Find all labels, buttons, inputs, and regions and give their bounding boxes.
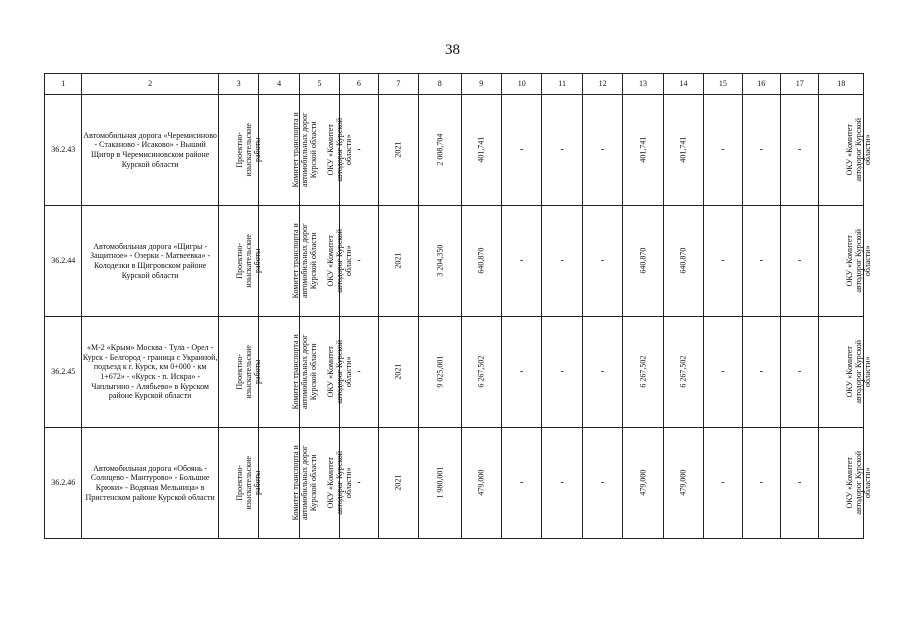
col10-value: - <box>520 477 524 488</box>
executor: ОКУ «Комитет автодорог Курской области» <box>326 450 354 515</box>
customer: Комитет транспорта и автомобильных дорог Курской области <box>291 445 319 521</box>
object-name: Автомобильная дорога «Обоянь - Солнцево - Мантурово» - Большие Крюки» - Водяная Мельница» в Пристенском районе Курской области <box>82 428 219 539</box>
column-header: 8 <box>419 74 461 95</box>
responsible: ОКУ «Комитет автодорог Курской области» <box>845 117 874 182</box>
executor: ОКУ «Комитет автодорог Курской области» <box>326 117 354 182</box>
col9-cell <box>461 428 501 539</box>
responsible: ОКУ «Комитет автодорог Курской области» <box>845 228 874 293</box>
column-header: 10 <box>501 74 541 95</box>
col16-cell <box>742 428 780 539</box>
year-cell <box>378 428 418 539</box>
col11-cell <box>542 206 582 317</box>
object-code: 36.2.44 <box>45 206 82 317</box>
customer-cell <box>259 95 319 206</box>
col13-cell <box>623 95 663 206</box>
registry-table <box>44 73 874 539</box>
column-header: 1 <box>45 74 82 95</box>
col12-value: - <box>600 144 605 155</box>
col9-cell <box>461 317 501 428</box>
year-cell <box>378 317 418 428</box>
total-cell <box>419 206 461 317</box>
col6-value: - <box>357 366 361 377</box>
customer-cell <box>259 428 319 539</box>
col14-cell <box>663 95 703 206</box>
col16-value: - <box>759 366 763 377</box>
responsible-cell <box>819 317 874 428</box>
total-cell <box>419 428 461 539</box>
col9-value: 479,000 <box>476 469 486 496</box>
col9-value: 6 267,502 <box>476 355 486 388</box>
table-row <box>45 428 864 539</box>
table-row <box>45 317 864 428</box>
work-type: Проектно-изыскательские работы <box>235 123 263 177</box>
col12-value: - <box>600 255 605 266</box>
col13-cell <box>623 206 663 317</box>
object-name: Автомобильная дорога «Щигры - Защитное» - Озерки - Матвеевка» - Колодезки в Щигровском районе Курской области <box>82 206 219 317</box>
col17-cell <box>781 95 819 206</box>
year-cell <box>378 95 418 206</box>
col17-value: - <box>798 144 802 155</box>
col12-value: - <box>600 366 605 377</box>
col9-cell <box>461 206 501 317</box>
year-value: 2021 <box>393 252 403 269</box>
responsible-cell <box>819 206 874 317</box>
object-name: Автомобильная дорога «Черемисиново - Стаканово - Исаково» - Выший Щигор в Черемисиновском районе Курской области <box>82 95 219 206</box>
page-number: 38 <box>445 42 460 58</box>
total-value: 1 980,001 <box>435 466 445 499</box>
executor: ОКУ «Комитет автодорог Курской области» <box>326 339 354 404</box>
col11-cell <box>542 317 582 428</box>
col12-cell <box>582 317 622 428</box>
col13-value: 479,000 <box>638 469 648 496</box>
column-header: 12 <box>582 74 622 95</box>
col15-cell <box>704 317 742 428</box>
column-header: 11 <box>542 74 582 95</box>
column-header: 17 <box>781 74 819 95</box>
work-type-cell <box>218 428 263 539</box>
col11-value: - <box>560 366 564 377</box>
column-header: 2 <box>82 74 219 95</box>
col16-value: - <box>759 144 763 155</box>
col9-value: 640,870 <box>476 247 486 274</box>
col15-value: - <box>721 255 725 266</box>
column-header: 13 <box>623 74 663 95</box>
col17-cell <box>781 317 819 428</box>
responsible-cell <box>819 428 874 539</box>
col10-value: - <box>520 255 524 266</box>
col15-cell <box>704 428 742 539</box>
col12-cell <box>582 95 622 206</box>
col9-cell <box>461 95 501 206</box>
total-value: 9 025,001 <box>435 355 445 388</box>
col10-value: - <box>520 144 524 155</box>
col17-value: - <box>798 477 802 488</box>
column-header: 4 <box>259 74 299 95</box>
total-value: 2 008,704 <box>435 133 445 166</box>
col14-cell <box>663 428 703 539</box>
col13-cell <box>623 428 663 539</box>
customer: Комитет транспорта и автомобильных дорог Курской области <box>291 112 319 188</box>
column-header: 14 <box>663 74 703 95</box>
responsible-cell <box>819 95 874 206</box>
column-header: 6 <box>340 74 378 95</box>
col13-value: 6 267,502 <box>638 355 648 388</box>
col6-value: - <box>357 477 361 488</box>
col15-value: - <box>721 144 725 155</box>
col14-value: 479,000 <box>678 469 688 496</box>
total-cell <box>419 317 461 428</box>
customer: Комитет транспорта и автомобильных дорог Курской области <box>291 223 319 299</box>
table-body <box>45 95 874 539</box>
year-value: 2021 <box>393 363 403 380</box>
executor: ОКУ «Комитет автодорог Курской области» <box>326 228 354 293</box>
col10-cell <box>501 95 541 206</box>
column-header: 5 <box>299 74 339 95</box>
col12-value: - <box>600 477 605 488</box>
col15-cell <box>704 206 742 317</box>
col17-cell <box>781 206 819 317</box>
col16-value: - <box>759 477 763 488</box>
column-header: 9 <box>461 74 501 95</box>
table-row <box>45 206 864 317</box>
total-value: 3 204,350 <box>435 244 445 277</box>
work-type: Проектно-изыскательские работы <box>235 456 263 510</box>
column-header: 7 <box>378 74 418 95</box>
col13-value: 640,870 <box>638 247 648 274</box>
col11-value: - <box>560 255 564 266</box>
col11-value: - <box>560 144 564 155</box>
header-row <box>45 74 864 95</box>
column-header: 15 <box>704 74 742 95</box>
col15-value: - <box>721 477 725 488</box>
col13-value: 401,741 <box>638 136 648 163</box>
work-type: Проектно-изыскательские работы <box>235 345 263 399</box>
customer-cell <box>259 206 319 317</box>
work-type: Проектно-изыскательские работы <box>235 234 263 288</box>
col17-cell <box>781 428 819 539</box>
col10-cell <box>501 428 541 539</box>
col12-cell <box>582 428 622 539</box>
col13-cell <box>623 317 663 428</box>
col16-value: - <box>759 255 763 266</box>
table-row <box>45 95 864 206</box>
year-value: 2021 <box>393 474 403 491</box>
col10-cell <box>501 317 541 428</box>
col17-value: - <box>798 366 802 377</box>
col6-value: - <box>357 144 361 155</box>
work-type-cell <box>218 206 263 317</box>
col17-value: - <box>798 255 802 266</box>
object-name: «М-2 «Крым» Москва - Тула - Орел - Курск - Белгород - граница с Украиной, подъезд к г. Курск, км 0+000 - км 1+672» - «Курск - п. Искра» - Чаплыгино - Алябьево» в Курском районе Курской области <box>82 317 219 428</box>
column-header: 16 <box>742 74 780 95</box>
year-cell <box>378 206 418 317</box>
object-code: 36.2.43 <box>45 95 82 206</box>
col16-cell <box>742 206 780 317</box>
col6-value: - <box>357 255 361 266</box>
col9-value: 401,741 <box>476 136 486 163</box>
year-value: 2021 <box>393 141 403 158</box>
col16-cell <box>742 317 780 428</box>
column-header: 3 <box>218 74 258 95</box>
column-header: 18 <box>819 74 864 95</box>
col15-cell <box>704 95 742 206</box>
col16-cell <box>742 95 780 206</box>
col14-value: 401,741 <box>678 136 688 163</box>
total-cell <box>419 95 461 206</box>
col10-value: - <box>520 366 524 377</box>
col14-cell <box>663 206 703 317</box>
work-type-cell <box>218 317 263 428</box>
col12-cell <box>582 206 622 317</box>
col14-value: 6 267,502 <box>678 355 688 388</box>
customer: Комитет транспорта и автомобильных дорог Курской области <box>291 334 319 410</box>
object-code: 36.2.45 <box>45 317 82 428</box>
col14-cell <box>663 317 703 428</box>
responsible: ОКУ «Комитет автодорог Курской области» <box>845 339 874 404</box>
col15-value: - <box>721 366 725 377</box>
customer-cell <box>259 317 319 428</box>
col14-value: 640,870 <box>678 247 688 274</box>
work-type-cell <box>218 95 263 206</box>
responsible: ОКУ «Комитет автодорог Курской области» <box>845 450 874 515</box>
col11-cell <box>542 428 582 539</box>
col10-cell <box>501 206 541 317</box>
col11-cell <box>542 95 582 206</box>
col11-value: - <box>560 477 564 488</box>
object-code: 36.2.46 <box>45 428 82 539</box>
